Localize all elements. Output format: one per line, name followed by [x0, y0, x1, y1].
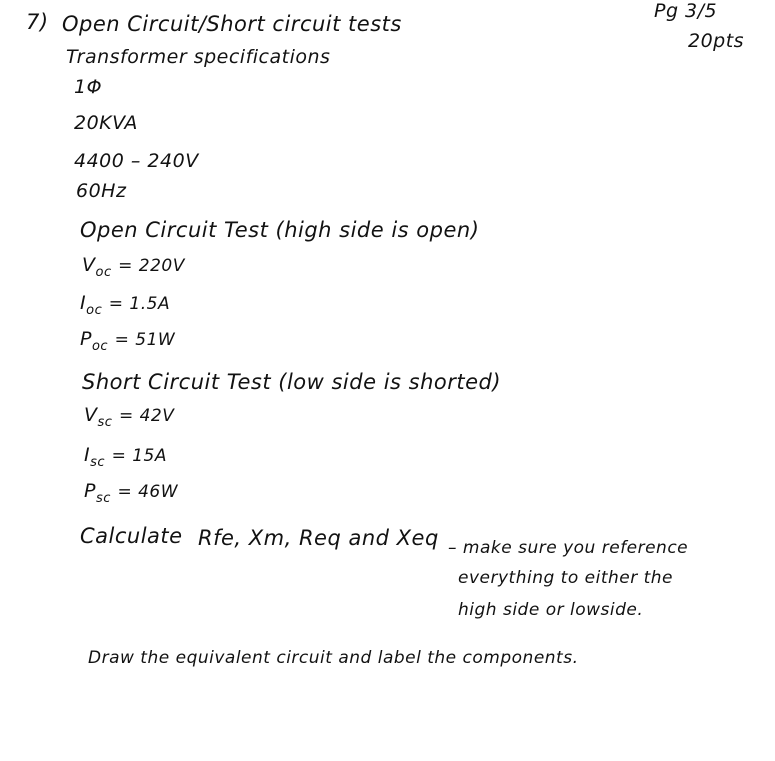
isc-value: = 15A [111, 446, 167, 466]
draw-instruction: Draw the equivalent circuit and label the components. [88, 648, 579, 668]
vsc-row [84, 404, 175, 430]
psc-symbol: P [84, 480, 96, 502]
voc-subscript: oc [95, 265, 112, 280]
calculate-prefix: Calculate [80, 524, 183, 548]
psc-value: = 46W [117, 482, 179, 502]
spec-voltage: 4400 – 240V [74, 150, 199, 172]
isc-subscript: sc [90, 455, 106, 470]
voc-row [82, 254, 185, 280]
ioc-row [80, 292, 171, 318]
isc-row [84, 444, 167, 470]
ioc-subscript: oc [86, 303, 103, 318]
isc-symbol: I [84, 444, 91, 466]
points-label: 20pts [688, 30, 745, 52]
voc-value: = 220V [118, 256, 185, 276]
spec-frequency: 60Hz [76, 180, 127, 202]
spec-rating: 20KVA [74, 112, 138, 134]
problem-title: Open Circuit/Short circuit tests [62, 12, 402, 36]
problem-number: 7) [26, 10, 49, 34]
specs-heading: Transformer specifications [66, 46, 331, 68]
ioc-value: = 1.5A [108, 294, 171, 314]
spec-phase: 1Φ [74, 76, 103, 98]
calculate-line-3: high side or lowside. [458, 600, 644, 620]
psc-row [84, 480, 179, 506]
calculate-line-2: everything to either the [458, 568, 674, 588]
vsc-subscript: sc [97, 415, 113, 430]
psc-subscript: sc [95, 491, 111, 506]
poc-row [80, 328, 176, 354]
poc-symbol: P [80, 328, 92, 350]
calculate-line-1: – make sure you reference [448, 538, 689, 558]
vsc-value: = 42V [118, 406, 175, 426]
page-label: Pg 3/5 [654, 0, 718, 22]
calculate-variables: Rfe, Xm, Req and Xeq [198, 526, 439, 550]
vsc-symbol: V [84, 404, 98, 426]
poc-value: = 51W [114, 330, 176, 350]
voc-symbol: V [82, 254, 96, 276]
open-circuit-heading: Open Circuit Test (high side is open) [80, 218, 480, 242]
short-circuit-heading: Short Circuit Test (low side is shorted) [82, 370, 502, 394]
ioc-symbol: I [80, 292, 87, 314]
poc-subscript: oc [91, 339, 109, 354]
